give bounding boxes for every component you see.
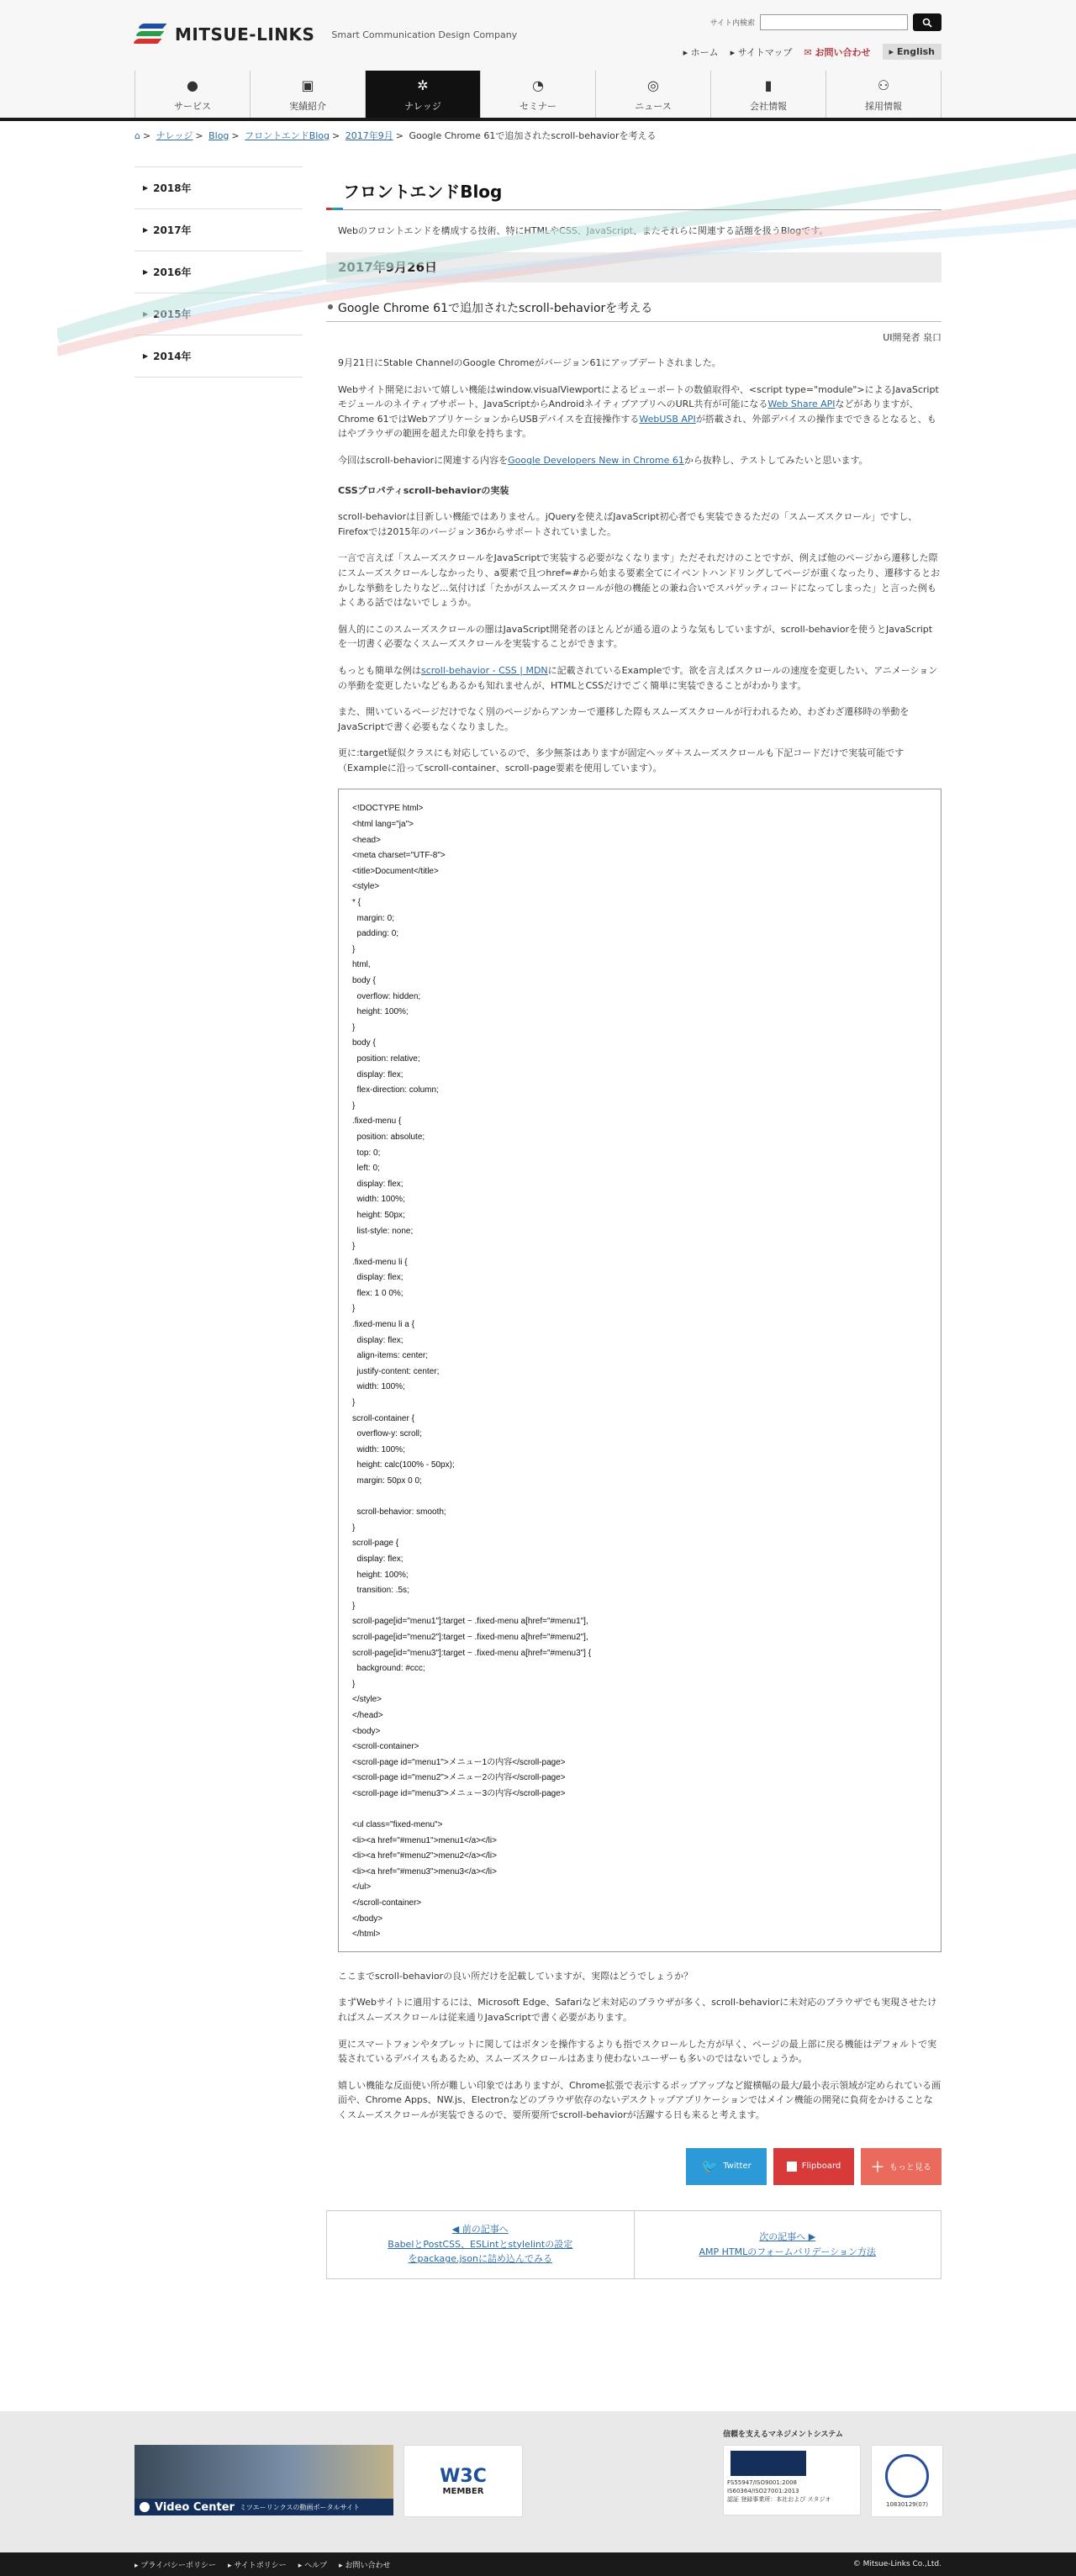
- flipboard-icon: [787, 2162, 797, 2172]
- logo-text: MITSUE-LINKS: [175, 24, 315, 45]
- footer-banners: [0, 2411, 1076, 2552]
- paragraph: 個人的にこのスムーズスクロールの闇はJavaScript開発者のほとんどが通る道のような気もしていますが、scroll-behaviorを使うとJavaScriptを一切書く必要なくスムーズスクロールを実装することができます。: [338, 623, 933, 650]
- archive-2018[interactable]: ▶ 2018年: [134, 166, 303, 209]
- iso-certification: FS55947/ISO9001:2008 IS60364/ISO27001:2013 認証 登録事業所：本社および スタジオ: [723, 2445, 861, 2515]
- copyright: © Mitsue-Links Co.,Ltd.: [852, 2560, 942, 2568]
- works-icon: ▣: [301, 77, 314, 93]
- arrow-right-icon: ▶: [808, 2230, 816, 2242]
- mdn-link[interactable]: scroll-behavior - CSS | MDN: [421, 664, 548, 676]
- mail-icon: ✉: [804, 46, 812, 58]
- anab-logo: [731, 2451, 806, 2476]
- search-label: サイト内検索: [709, 19, 755, 28]
- site-header: [0, 0, 1076, 121]
- logo-mark-icon: [134, 20, 166, 49]
- twitter-icon: 🐦: [701, 2158, 719, 2175]
- triangle-icon: ▶: [143, 352, 149, 360]
- company-icon: ▮: [764, 77, 773, 93]
- footer-link-privacy[interactable]: ▸ プライバシーポリシー: [134, 2561, 216, 2570]
- breadcrumb-current: Google Chrome 61で追加されたscroll-behaviorを考える: [409, 130, 657, 141]
- prev-article[interactable]: [327, 2211, 635, 2278]
- service-icon: ●: [187, 77, 198, 93]
- utility-links: [683, 44, 942, 60]
- privacy-mark: 10830129(07): [871, 2445, 943, 2517]
- webusb-api-link[interactable]: WebUSB API: [639, 413, 696, 425]
- paragraph: 更にスマートフォンやタブレットに関してはボタンを操作するよりも指でスクロールした方が早く、ページの最上部に戻る機能はデフォルトで実装されているデバイスもあるため、スムーズスクロールはあまり使わないユーザーも多いのではないでしょうか。: [338, 2038, 937, 2065]
- triangle-icon: ▶: [143, 268, 149, 276]
- paragraph: 更に:target疑似クラスにも対応しているので、多少無茶はありますが固定ヘッダ＋スムーズスクロールも下記コードだけで実装可能です（Exampleに沿ってscroll-container、scroll-page要素を使用しています）。: [338, 747, 905, 773]
- search-icon: [922, 18, 932, 28]
- paragraph: 嬉しい機能な反面使い所が難しい印象ではありますが、Chrome拡張で表示するポップアップなど縦横幅の最大/最小表示領域が定められている画面や、Chrome Apps、NW.js、Electronなどのブラウザ依存のないデスクトップアプリケーションではメイン機能の開発に負荷をかけることなくスムーズスクロールが実装できるので、要所要所でscroll-behaviorが活躍する日も来ると考えます。: [338, 2079, 942, 2120]
- main-content: [326, 151, 942, 2279]
- next-article[interactable]: [635, 2211, 942, 2278]
- sitemap-link[interactable]: ▸ サイトマップ: [730, 46, 793, 58]
- prev-title[interactable]: BabelとPostCSS、ESLintとstylelintの設定をpackage.jsonに詰め込んでみる: [388, 2238, 573, 2265]
- new-in-chrome-link[interactable]: Google Developers New in Chrome 61: [508, 454, 684, 466]
- breadcrumb-frontend-blog[interactable]: フロントエンドBlog: [245, 130, 330, 141]
- paragraph: 9月21日にStable ChannelのGoogle Chromeがバージョン61にアップデートされました。: [338, 357, 721, 368]
- seminar-icon: ◔: [532, 77, 544, 93]
- prev-label[interactable]: ◀ 前の記事へ: [451, 2224, 509, 2236]
- privacy-mark-icon: [885, 2454, 929, 2498]
- triangle-icon: ▶: [143, 184, 149, 192]
- play-icon: [140, 2502, 150, 2512]
- more-share-button[interactable]: ＋ もっと見る: [861, 2148, 942, 2185]
- footer-bottom: [0, 2552, 1076, 2576]
- english-link[interactable]: ▸ English: [883, 44, 942, 60]
- breadcrumb-blog[interactable]: Blog: [208, 130, 229, 141]
- paragraph: ここまでscroll-behaviorの良い所だけを記載していますが、実際はどうでしょうか？: [338, 1970, 694, 1982]
- blog-title: フロントエンドBlog: [326, 170, 942, 210]
- next-label[interactable]: 次の記事へ ▶: [759, 2230, 816, 2242]
- triangle-icon: ▶: [143, 310, 149, 318]
- archive-2017[interactable]: ▶ 2017年: [134, 209, 303, 251]
- nav-works[interactable]: ▣ 実績紹介: [251, 71, 366, 118]
- archive-2015[interactable]: ▶ 2015年: [134, 293, 303, 335]
- code-block: <!DOCTYPE html> <html lang="ja"> <head> <meta charset="UTF-8"> <title>Document</title> <style> * { margin: 0; padding: 0; } html, body { overflow: hidden; height: 100%; } body { position: relative; display: flex; flex-direction: column; } .fixed-menu { position: absolute; top: 0; left: 0; display: flex; width: 100%; height: 50px; list-style: none; } .fixed-menu li { display: flex; flex: 1 0 0%; } .fixed-menu li a { display: flex; align-items: center; justify-content: center; width: 100%; } scroll-container { overflow-y: scroll; width: 100%; height: calc(100% - 50px); margin: 50px 0 0; scroll-behavior: smooth; } scroll-page { display: flex; height: 100%; transition: .5s; } scroll-page[id="menu1"]:target ~ .fixed-menu a[href="#menu1"], scroll-page[id="menu2"]:target ~ .fixed-menu a[href="#menu2"], scroll-page[id="menu3"]:target ~ .fixed-menu a[href="#menu3"] { background: #ccc; } </style> </head> <body> <scroll-container> <scroll-page id="menu1">メニュー1の内容</scroll-page> <scroll-page id="menu2">メニュー2の内容</scroll-page> <scroll-page id="menu3">メニュー3の内容</scroll-page> <ul class="fixed-menu"> <li><a href="#menu1">menu1</a></li> <li><a href="#menu2">menu2</a></li> <li><a href="#menu3">menu3</a></li> </ul> </scroll-container> </body> </html>: [338, 789, 942, 1951]
- breadcrumb-month[interactable]: 2017年9月: [345, 130, 393, 141]
- entry-title: Google Chrome 61で追加されたscroll-behaviorを考える: [326, 299, 942, 322]
- paragraph: もっとも簡単な例はscroll-behavior - CSS | MDNに記載されているExampleです。欲を言えばスクロールの速度を変更したい、アニメーションの挙動を変更したいなどもあるかも知れませんが、HTMLとCSSだけでごく簡単に実装できることがわかります。: [338, 664, 938, 691]
- home-link[interactable]: ▸ ホーム: [683, 46, 719, 58]
- recruit-icon: ⚇: [877, 77, 890, 93]
- blog-description: Webのフロントエンドを構成する技術、特にHTMLやCSS、JavaScript、またそれらに関連する話題を扱うBlogです。: [338, 225, 829, 236]
- flipboard-share-button[interactable]: Flipboard: [773, 2148, 854, 2185]
- arrow-left-icon: ◀: [451, 2224, 460, 2236]
- paragraph: 今回はscroll-behaviorに関連する内容をGoogle Developers New in Chrome 61から抜粋し、テストしてみたいと思います。: [338, 454, 868, 466]
- breadcrumb-knowledge[interactable]: ナレッジ: [156, 130, 193, 141]
- inquiry-link[interactable]: ✉ お問い合わせ: [804, 46, 871, 58]
- search-button[interactable]: [913, 13, 942, 31]
- tagline: Smart Communication Design Company: [331, 29, 518, 40]
- section-heading: CSSプロパティscroll-behaviorの実装: [338, 484, 509, 496]
- entry-date: 2017年9月26日: [326, 252, 942, 282]
- nav-recruit[interactable]: ⚇ 採用情報: [826, 71, 942, 118]
- web-share-api-link[interactable]: Web Share API: [767, 399, 836, 410]
- archive-2014[interactable]: ▶ 2014年: [134, 335, 303, 377]
- footer-link-help[interactable]: ▸ ヘルプ: [298, 2561, 328, 2570]
- management-system-title: 信頼を支えるマネジメントシステム: [723, 2431, 843, 2439]
- next-title[interactable]: AMP HTMLのフォームバリデーション方法: [699, 2246, 877, 2257]
- breadcrumb: ⌂ > ナレッジ > Blog > フロントエンドBlog > 2017年9月 > Google Chrome 61で追加されたscroll-behaviorを考える: [134, 130, 657, 141]
- knowledge-icon: ✲: [417, 77, 429, 93]
- twitter-share-button[interactable]: 🐦 Twitter: [686, 2148, 767, 2185]
- logo[interactable]: [134, 20, 517, 49]
- year-archive: [134, 166, 303, 2279]
- nav-company[interactable]: ▮ 会社情報: [711, 71, 826, 118]
- article-body: [326, 356, 942, 2123]
- site-search: [710, 13, 942, 31]
- home-icon[interactable]: ⌂: [134, 130, 140, 141]
- share-buttons: [326, 2148, 942, 2185]
- nav-knowledge[interactable]: ✲ ナレッジ: [366, 71, 481, 118]
- footer-link-sitepolicy[interactable]: ▸ サイトポリシー: [227, 2561, 287, 2570]
- nav-seminar[interactable]: ◔ セミナー: [481, 71, 596, 118]
- global-nav: [134, 71, 942, 118]
- plus-icon: ＋: [870, 2159, 884, 2176]
- archive-2016[interactable]: ▶ 2016年: [134, 251, 303, 293]
- paragraph: scroll-behaviorは目新しい機能ではありません。jQueryを使えばJavaScript初心者でも実装できるただの「スムーズスクロール」ですし、Firefoxでは2015年のバージョン36からサポートされていました。: [338, 511, 918, 537]
- paragraph: まずWebサイトに適用するには、Microsoft Edge、Safariなど未対応のブラウザが多く、scroll-behaviorに未対応のブラウザでも実現させたければスムーズスクロールは従来通りJavaScriptで書く必要があります。: [338, 1997, 937, 2023]
- paragraph: また、開いているページだけでなく別のページからアンカーで遷移した際もスムーズスクロールが行われるため、わざわざ遷移時の挙動をJavaScriptで書く必要もなくなりました。: [338, 706, 910, 732]
- paragraph: Webサイト開発において嬉しい機能はwindow.visualViewportによるビューポートの数値取得や、<script type="module">によるJavaScriptモジュールのネイティブサポート、JavaScriptからAndroidネイティブアプリへのURL共有が可能になるWeb Share APIなどがありますが、Chrome 61ではWebアプリケーションからUSBデバイスを直接操作するWebUSB APIが搭載され、外部デバイスの操作までできるとなると、もはやブラウザの範囲を超えた印象を持ちます。: [338, 383, 939, 440]
- triangle-icon: ▶: [143, 226, 149, 234]
- w3c-member-badge[interactable]: W3C MEMBER: [404, 2445, 523, 2517]
- nav-news[interactable]: ◎ ニュース: [596, 71, 711, 118]
- author: UI開発者 泉口: [883, 332, 942, 343]
- news-icon: ◎: [647, 77, 659, 93]
- paragraph: 一言で言えば「スムーズスクロールをJavaScriptで実装する必要がなくなります」ただそれだけのことですが、例えば他のページから遷移した際にスムーズスクロールしなかったり、a要素で且つhref=#から始まる要素全てにイベントハンドリングしてページが重くなったり、遷移するとおかしな挙動をしたりなど...気付けば「たかがスムーズスクロールが他の機能との兼ね合いでスパゲッティコードになってしまった」と言った例もよくある話ではないでしょうか。: [338, 552, 941, 609]
- video-center-banner[interactable]: Video Center ミツエーリンクスの動画ポータルサイト: [134, 2445, 393, 2515]
- article-pager: [326, 2210, 942, 2279]
- footer-link-inquiry[interactable]: ▸ お問い合わせ: [339, 2561, 391, 2570]
- search-input[interactable]: [760, 14, 908, 30]
- nav-service[interactable]: ● サービス: [134, 71, 251, 118]
